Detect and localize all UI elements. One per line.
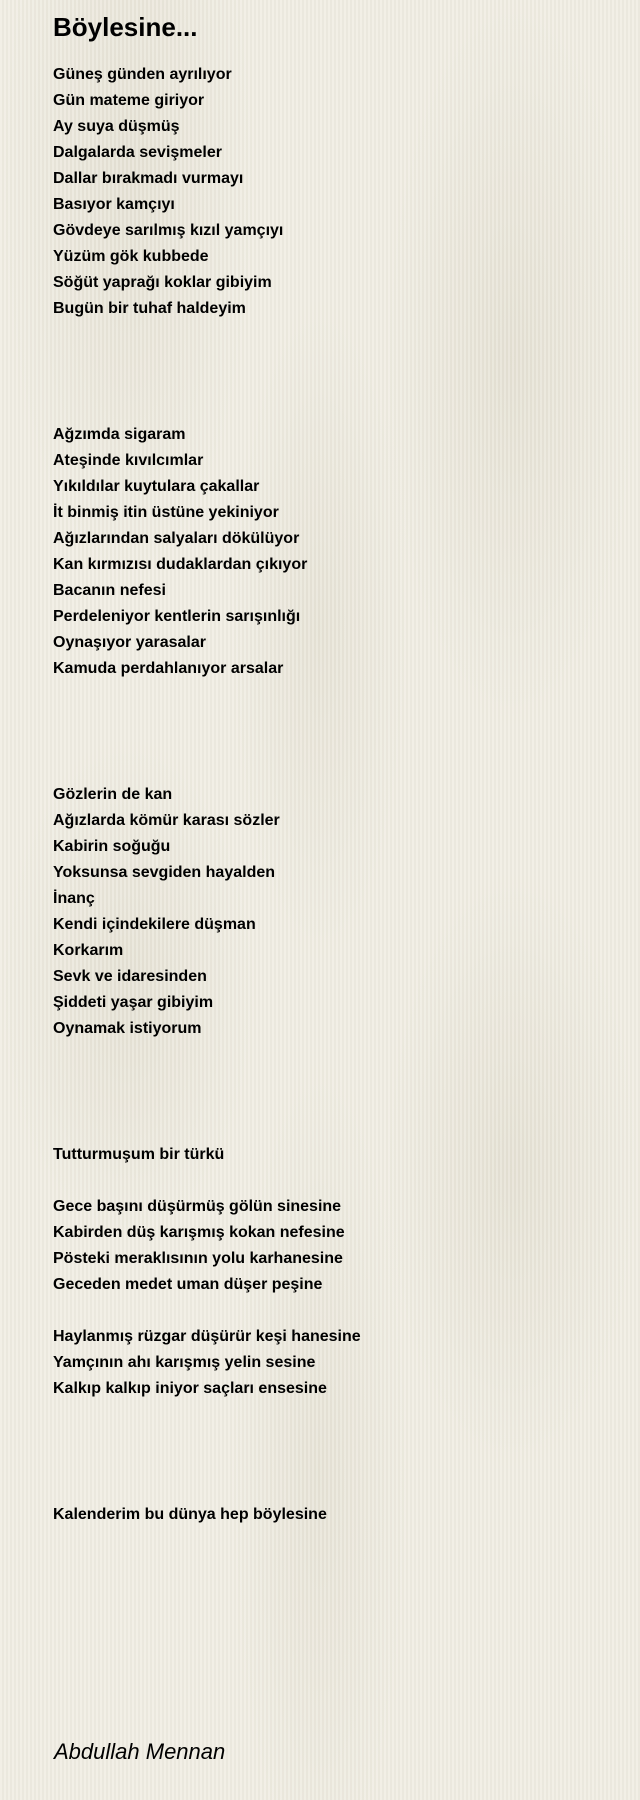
poem-line: Yüzüm gök kubbede	[53, 248, 209, 265]
poem-line: Bugün bir tuhaf haldeyim	[53, 300, 246, 317]
poem-line: Oynamak istiyorum	[53, 1020, 202, 1037]
poem-line: Tutturmuşum bir türkü	[53, 1146, 225, 1163]
poem-line: Güneş günden ayrılıyor	[53, 66, 232, 83]
blank-line	[53, 1298, 613, 1324]
stanza-gap	[53, 322, 613, 422]
poem-line: Dallar bırakmadı vurmayı	[53, 170, 244, 187]
poem-line: İnanç	[53, 890, 95, 907]
stanza	[53, 1142, 613, 1402]
poem-line: Yoksunsa sevgiden hayalden	[53, 864, 276, 881]
poem-line: İt binmiş itin üstüne yekiniyor	[53, 504, 279, 521]
poem-line: Sevk ve idaresinden	[53, 968, 207, 985]
poem-line: Gövdeye sarılmış kızıl yamçıyı	[53, 222, 284, 239]
poem-line: Kan kırmızısı dudaklardan çıkıyor	[53, 556, 308, 573]
stanza	[53, 1502, 613, 1528]
stanza	[53, 422, 613, 682]
poem-line: Basıyor kamçıyı	[53, 196, 175, 213]
stanza-gap	[53, 1402, 613, 1502]
poem-line: Ağzımda sigaram	[53, 426, 186, 443]
poem-line: Yamçının ahı karışmış yelin sesine	[53, 1354, 316, 1371]
stanza-gap	[53, 682, 613, 782]
stanza-gap	[53, 1042, 613, 1142]
poem-line: Kalkıp kalkıp iniyor saçları ensesine	[53, 1380, 327, 1397]
stanza	[53, 782, 613, 1042]
poem-page	[53, 0, 613, 1528]
blank-line	[53, 1168, 613, 1194]
poem-line: Geceden medet uman düşer peşine	[53, 1276, 323, 1293]
poem-line: Perdeleniyor kentlerin sarışınlığı	[53, 608, 301, 625]
poem-line: Kamuda perdahlanıyor arsalar	[53, 660, 284, 677]
poem-line: Korkarım	[53, 942, 124, 959]
poem-line: Haylanmış rüzgar düşürür keşi hanesine	[53, 1328, 361, 1345]
poem-line: Ateşinde kıvılcımlar	[53, 452, 204, 469]
stanza	[53, 62, 613, 322]
poem-line: Dalgalarda sevişmeler	[53, 144, 222, 161]
poem-author: Abdullah Mennan	[54, 1739, 226, 1764]
poem-body	[53, 62, 613, 1528]
poem-line: Gün mateme giriyor	[53, 92, 205, 109]
poem-line: Ağızlarından salyaları dökülüyor	[53, 530, 300, 547]
poem-line: Gözlerin de kan	[53, 786, 173, 803]
poem-line: Oynaşıyor yarasalar	[53, 634, 206, 651]
poem-line: Yıkıldılar kuytulara çakallar	[53, 478, 260, 495]
poem-line: Pösteki meraklısının yolu karhanesine	[53, 1250, 343, 1267]
poem-line: Gece başını düşürmüş gölün sinesine	[53, 1198, 342, 1215]
poem-title: Böylesine...	[53, 12, 198, 42]
poem-line: Kalenderim bu dünya hep böylesine	[53, 1506, 327, 1523]
poem-line: Söğüt yaprağı koklar gibiyim	[53, 274, 272, 291]
poem-line: Şiddeti yaşar gibiyim	[53, 994, 214, 1011]
poem-line: Ağızlarda kömür karası sözler	[53, 812, 280, 829]
poem-line: Ay suya düşmüş	[53, 118, 180, 135]
poem-line: Kendi içindekilere düşman	[53, 916, 256, 933]
poem-line: Kabirin soğuğu	[53, 838, 171, 855]
poem-line: Kabirden düş karışmış kokan nefesine	[53, 1224, 345, 1241]
poem-line: Bacanın nefesi	[53, 582, 166, 599]
